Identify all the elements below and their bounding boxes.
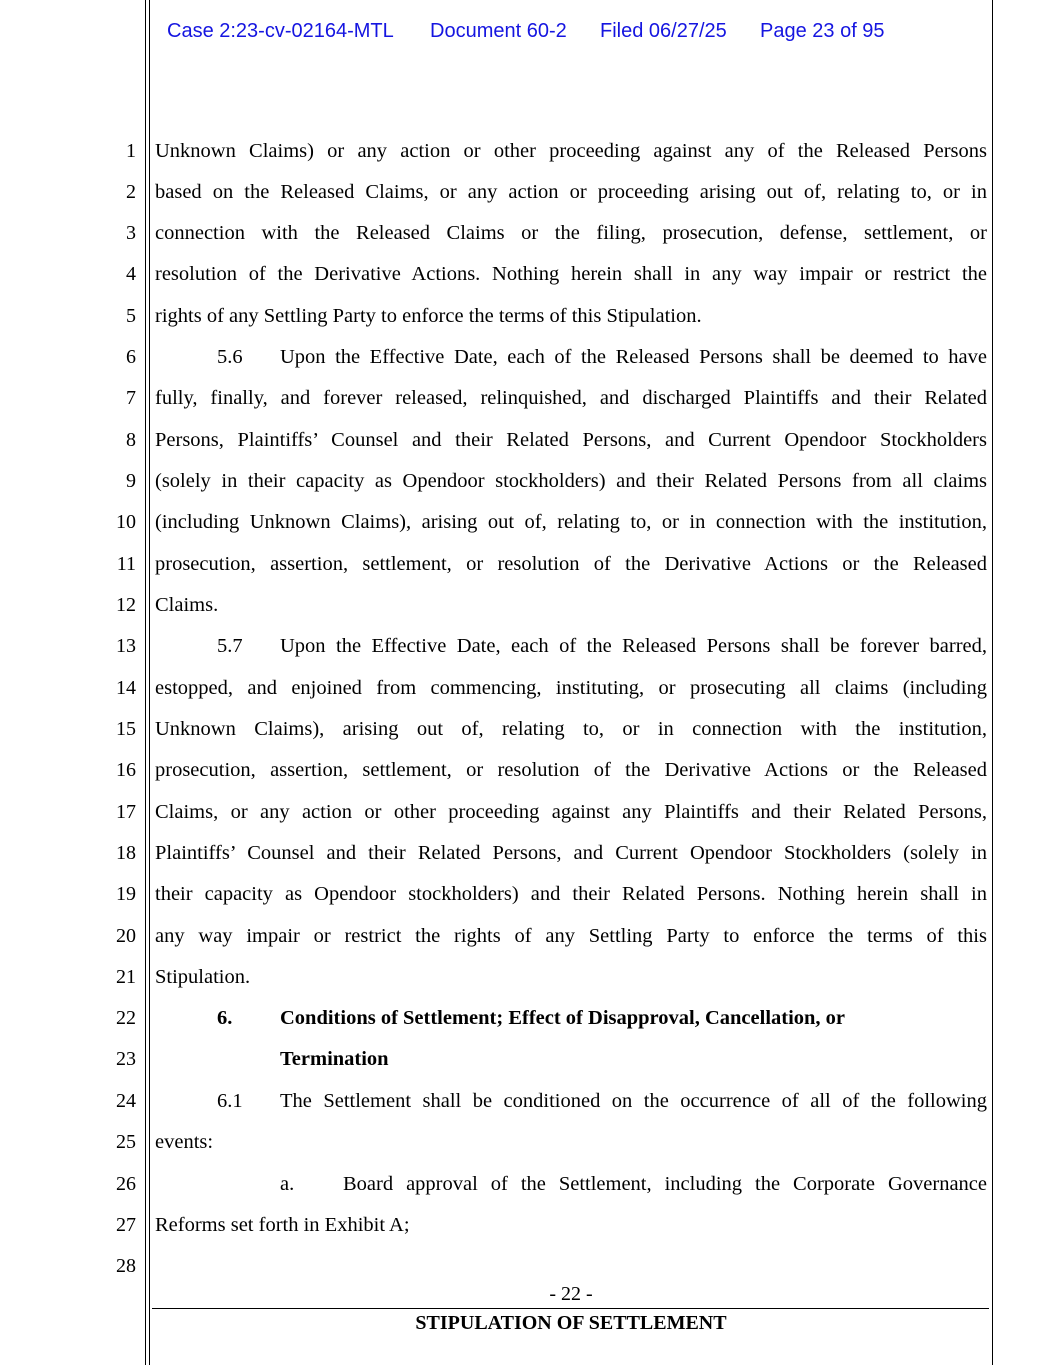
item-letter: a. <box>280 1173 295 1195</box>
text-line: based on the Released Claims, or any action or proceeding arising out of, relating to, or in <box>155 181 987 203</box>
footer-page-number: - 22 - <box>549 1283 593 1305</box>
section-heading-text: Conditions of Settlement; Effect of Disapproval, Cancellation, or <box>280 1007 846 1029</box>
line-number: 27 <box>116 1214 136 1236</box>
text-line: Unknown Claims) or any action or other proceeding against any of the Released Persons <box>155 140 987 162</box>
section-6-1-first-line <box>217 1089 987 1113</box>
section-5-6-first-line <box>217 345 987 369</box>
footer-divider <box>152 1308 989 1309</box>
text-line: Reforms set forth in Exhibit A; <box>155 1214 410 1236</box>
line-number: 25 <box>116 1131 136 1153</box>
section-5-7-first-line <box>217 634 987 658</box>
page-count: Page 23 of 95 <box>760 20 885 42</box>
line-number: 26 <box>116 1173 136 1195</box>
line-number: 14 <box>116 677 136 699</box>
text-line: resolution of the Derivative Actions. Nothing herein shall in any way impair or restrict the <box>155 263 987 285</box>
text-line: The Settlement shall be conditioned on the occurrence of all of the following <box>280 1090 987 1112</box>
document-number: Document 60-2 <box>430 20 567 42</box>
text-line: fully, finally, and forever released, relinquished, and discharged Plaintiffs and their Related <box>155 387 987 409</box>
footer-title: STIPULATION OF SETTLEMENT <box>415 1312 727 1334</box>
section-6-heading <box>217 1006 987 1030</box>
line-number: 12 <box>116 594 136 616</box>
text-line: Upon the Effective Date, each of the Released Persons shall be deemed to have <box>280 346 987 368</box>
line-number: 19 <box>116 883 136 905</box>
line-number: 21 <box>116 966 136 988</box>
section-number: 5.7 <box>217 635 243 657</box>
text-line: (solely in their capacity as Opendoor stockholders) and their Related Persons from all claims <box>155 470 987 492</box>
line-number: 28 <box>116 1255 136 1277</box>
line-number: 13 <box>116 635 136 657</box>
text-line: Unknown Claims), arising out of, relating to, or in connection with the institution, <box>155 718 987 740</box>
line-number: 10 <box>116 511 136 533</box>
case-number: Case 2:23-cv-02164-MTL <box>167 20 394 42</box>
text-line: Stipulation. <box>155 966 251 988</box>
line-number: 11 <box>116 553 136 575</box>
text-line: rights of any Settling Party to enforce the terms of this Stipulation. <box>155 305 702 327</box>
text-line: (including Unknown Claims), arising out of, relating to, or in connection with the institution, <box>155 511 987 533</box>
section-number: 6.1 <box>217 1090 243 1112</box>
line-number: 15 <box>116 718 136 740</box>
left-margin-rule-outer <box>145 0 146 1365</box>
text-line: any way impair or restrict the rights of any Settling Party to enforce the terms of this <box>155 925 987 947</box>
filed-date: Filed 06/27/25 <box>600 20 727 42</box>
right-margin-rule <box>992 0 993 1365</box>
line-number: 24 <box>116 1090 136 1112</box>
text-line: Upon the Effective Date, each of the Released Persons shall be forever barred, <box>280 635 987 657</box>
section-heading-text: Termination <box>280 1048 389 1070</box>
line-number: 6 <box>126 346 136 368</box>
line-number: 18 <box>116 842 136 864</box>
text-line: prosecution, assertion, settlement, or resolution of the Derivative Actions or the Released <box>155 553 987 575</box>
line-number: 1 <box>126 140 136 162</box>
text-line: their capacity as Opendoor stockholders) and their Related Persons. Nothing herein shall in <box>155 883 987 905</box>
line-number: 7 <box>126 387 136 409</box>
text-line: Claims, or any action or other proceeding against any Plaintiffs and their Related Persons, <box>155 801 987 823</box>
text-line: estopped, and enjoined from commencing, instituting, or prosecuting all claims (including <box>155 677 987 699</box>
section-number: 5.6 <box>217 346 243 368</box>
line-number: 4 <box>126 263 136 285</box>
text-line: connection with the Released Claims or the filing, prosecution, defense, settlement, or <box>155 222 987 244</box>
section-number: 6. <box>217 1007 233 1029</box>
text-line: Plaintiffs’ Counsel and their Related Persons, and Current Opendoor Stockholders (solely in <box>155 842 987 864</box>
line-number: 22 <box>116 1007 136 1029</box>
line-number: 2 <box>126 181 136 203</box>
left-margin-rule-inner <box>149 0 150 1365</box>
line-number: 23 <box>116 1048 136 1070</box>
line-number: 16 <box>116 759 136 781</box>
text-line: Claims. <box>155 594 219 616</box>
line-number: 17 <box>116 801 136 823</box>
item-a-first-line <box>280 1172 987 1196</box>
text-line: Board approval of the Settlement, including the Corporate Governance <box>343 1173 987 1195</box>
text-line: prosecution, assertion, settlement, or resolution of the Derivative Actions or the Released <box>155 759 987 781</box>
text-line: Persons, Plaintiffs’ Counsel and their Related Persons, and Current Opendoor Stockholders <box>155 429 987 451</box>
text-line: events: <box>155 1131 214 1153</box>
line-number: 3 <box>126 222 136 244</box>
line-number: 20 <box>116 925 136 947</box>
line-number: 8 <box>126 429 136 451</box>
line-number: 5 <box>126 305 136 327</box>
line-number: 9 <box>126 470 136 492</box>
